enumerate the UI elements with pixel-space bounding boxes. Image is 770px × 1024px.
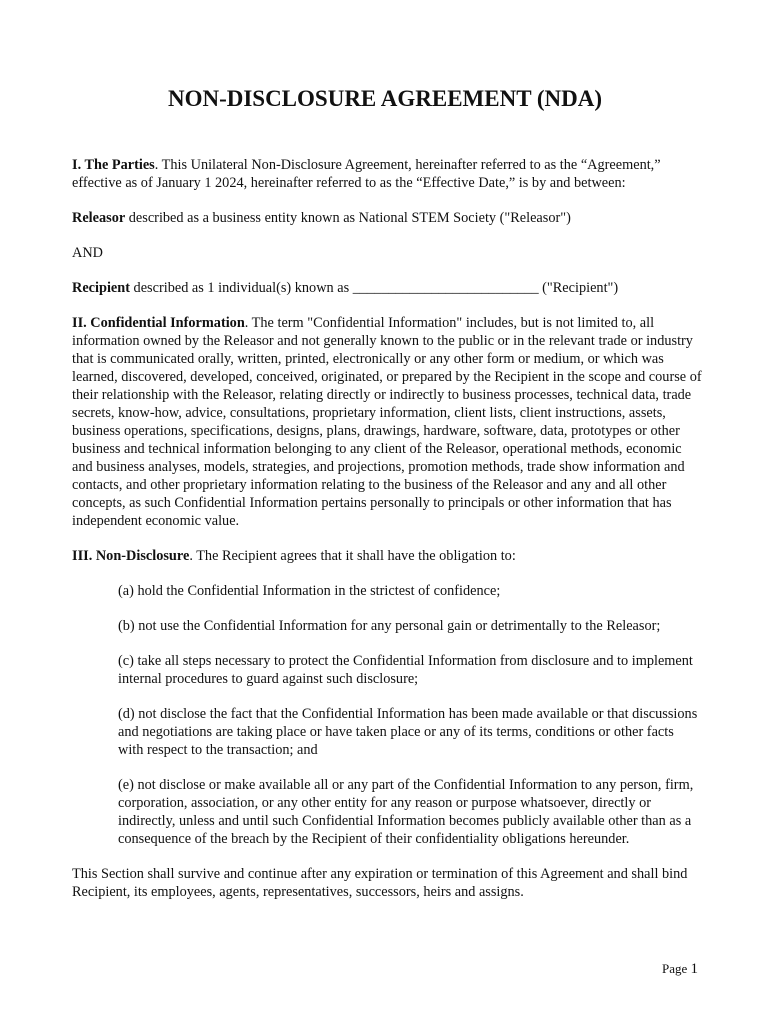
recipient-paragraph [72, 279, 702, 297]
and-paragraph: AND [72, 245, 103, 261]
survival-paragraph: This Section shall survive and continue after any expiration or termination of this Agreement and shall bind Recipient, its employees, agents, representatives, successors, heirs and assigns. [72, 866, 688, 900]
obligation-item-b: (b) not use the Confidential Information for any personal gain or detrimentally to the Releasor; [118, 618, 661, 634]
parties-text: . This Unilateral Non-Disclosure Agreement, hereinafter referred to as the “Agreement,” effective as of January 1 2024, hereinafter referred to as the “Effective Date,” is by and between: [72, 157, 661, 191]
releasor-text: described as a business entity known as National STEM Society ("Releasor") [125, 210, 571, 226]
releasor-paragraph [72, 209, 702, 227]
obligation-item-e: (e) not disclose or make available all or any part of the Confidential Information to any person, firm, corporation, association, or any other entity for any reason or purpose whatsoever, directly or indirectly, unless and until such Confidential Information becomes publicly available other than as a consequence of the breach by the Recipient of their confidentiality obligations hereunder. [118, 777, 694, 847]
recipient-heading: Recipient [72, 280, 130, 296]
non-disclosure-heading: III. Non-Disclosure [72, 548, 190, 564]
page-footer [662, 961, 698, 978]
confidential-information-paragraph [72, 314, 702, 530]
obligation-item-c: (c) take all steps necessary to protect the Confidential Information from disclosure and to implement internal procedures to guard against such disclosure; [118, 653, 693, 687]
non-disclosure-paragraph [72, 547, 702, 565]
releasor-heading: Releasor [72, 210, 126, 226]
confidential-information-heading: II. Confidential Information [72, 315, 245, 331]
parties-paragraph [72, 156, 702, 192]
document-body [72, 156, 702, 918]
recipient-text: described as 1 individual(s) known as __________________________ ("Recipient") [129, 280, 619, 296]
obligation-item-d: (d) not disclose the fact that the Confidential Information has been made available or that discussions and negotiations are taking place or have taken place or any of its terms, conditions or other facts with respect to the transaction; and [118, 706, 698, 758]
non-disclosure-text: . The Recipient agrees that it shall have the obligation to: [189, 548, 516, 564]
parties-heading: I. The Parties [72, 157, 155, 173]
page-number: 1 [690, 961, 698, 977]
page-label: Page [661, 961, 688, 976]
obligation-item-a: (a) hold the Confidential Information in the strictest of confidence; [118, 583, 501, 599]
confidential-information-text: . The term "Confidential Information" includes, but is not limited to, all information owned by the Releasor and not generally known to the public or in the relevant trade or industry that is communicated orally, written, printed, electronically or any other form or medium, or which was learned, discovered, developed, conceived, originated, or prepared by the Recipient in the scope and course of their relationship with the Releasor, relating directly or indirectly to business processes, technical data, trade secrets, know-how, advice, consultations, proprietary information, client lists, client instructions, assets, business operations, specifications, designs, plans, drawings, hardware, software, data, prototypes or other business and technical information belonging to any client of the Releasor, operational methods, economic and business analyses, models, strategies, and projections, promotion methods, trade show information and contacts, and other proprietary information relating to the business of the Releasor and any and all other concepts, as such Confidential Information pertains personally to principals or other information that has independent economic value. [72, 315, 702, 529]
document-title: NON-DISCLOSURE AGREEMENT (NDA) [167, 86, 603, 111]
